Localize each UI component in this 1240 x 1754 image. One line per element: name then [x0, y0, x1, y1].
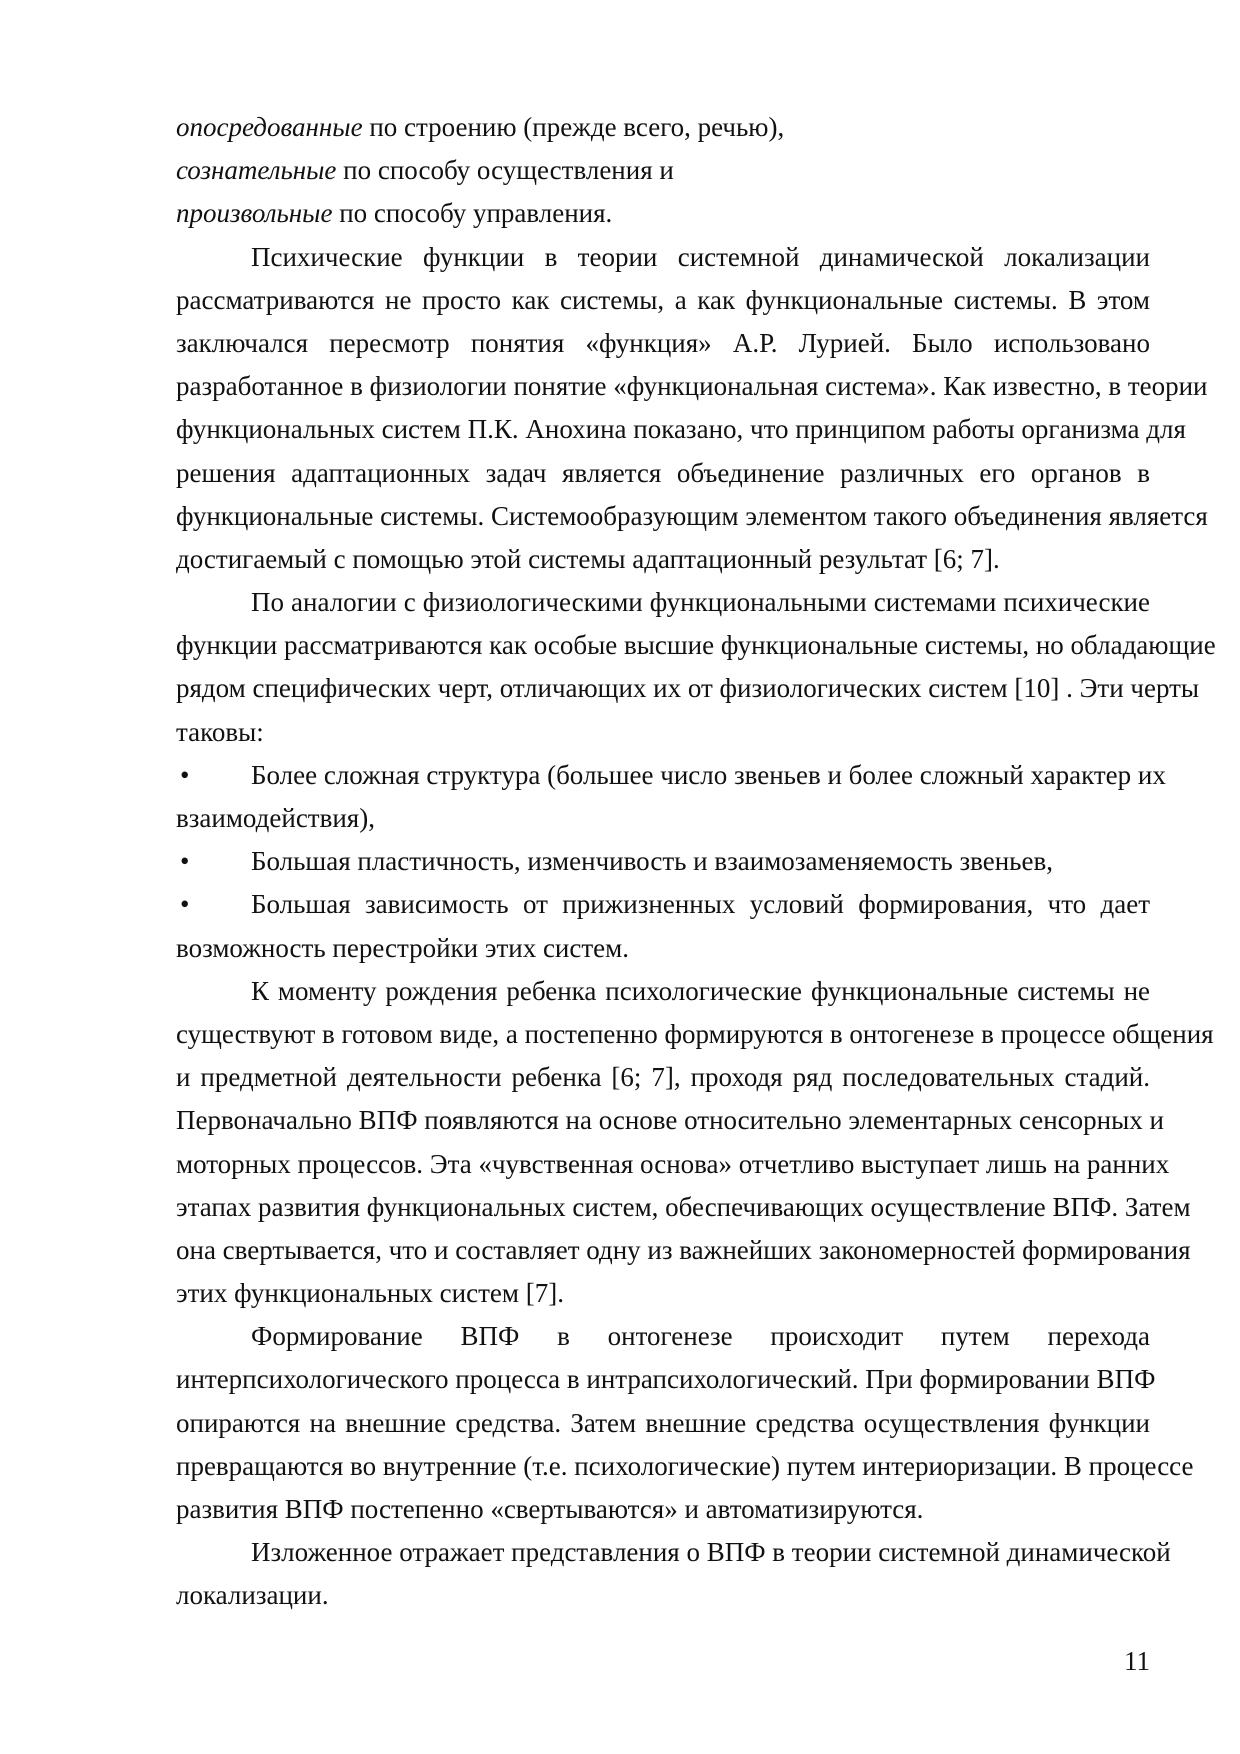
page-number: 11 — [1124, 1646, 1150, 1676]
text-line: моторных процессов. Эта «чувственная основа» отчетливо выступает лишь на ранних — [176, 1148, 1170, 1179]
paragraph-1 — [176, 236, 1208, 582]
paragraph-5 — [176, 1531, 1171, 1617]
bullet-icon: • — [180, 846, 190, 877]
italic-term: опосредованные — [176, 112, 363, 142]
text-line: и предметной деятельности ребенка [6; 7], проходя ряд последовательных стадий. — [176, 1062, 1150, 1093]
bullet-item — [176, 754, 1166, 797]
intro-text: по способу управления. — [332, 198, 613, 229]
text-line: Изложенное отражает представления о ВПФ в теории системной динамической — [251, 1537, 1171, 1568]
intro-text: по способу осуществления и — [336, 155, 674, 186]
bullet-text: Более сложная структура (большее число звеньев и более сложный характер их — [251, 759, 1166, 790]
text-line: функциональных систем П.К. Анохина показано, что принципом работы организма для — [176, 414, 1186, 445]
italic-term: сознательные — [176, 155, 337, 186]
text-line: Первоначально ВПФ появляются на основе относительно элементарных сенсорных и — [176, 1105, 1164, 1136]
bullet-continuation: взаимодействия), — [176, 803, 375, 833]
intro-line — [176, 149, 1150, 192]
text-line: интерпсихологического процесса в интрапсихологический. При формировании ВПФ — [176, 1364, 1156, 1395]
text-line: локализации. — [176, 1580, 329, 1611]
text-line: рядом специфических черт, отличающих их от физиологических систем [10] . Эти черты — [176, 673, 1200, 704]
text-line: функции рассматриваются как особые высшие функциональные системы, но обладающие — [176, 630, 1216, 661]
text-line: она свертывается, что и составляет одну из важнейших закономерностей формирования — [176, 1234, 1191, 1265]
italic-term: произвольные — [176, 198, 333, 229]
text-line: развития ВПФ постепенно «свертываются» и автоматизируются. — [176, 1494, 924, 1524]
paragraph-4 — [176, 1315, 1194, 1531]
bullet-icon: • — [180, 759, 190, 790]
bullet-icon: • — [180, 889, 190, 920]
text-line: заключался пересмотр понятия «функция» А.Р. Лурией. Было использовано — [176, 327, 1150, 358]
text-line: этапах развития функциональных систем, обеспечивающих осуществление ВПФ. Затем — [176, 1191, 1191, 1222]
text-line: существуют в готовом виде, а постепенно формируются в онтогенезе в процессе общения — [176, 1018, 1214, 1049]
bullet-continuation: возможность перестройки этих систем. — [176, 932, 629, 963]
bullet-list — [176, 754, 1166, 970]
text-line: превращаются во внутренние (т.е. психологические) путем интериоризации. В процессе — [176, 1450, 1194, 1481]
text-line: решения адаптационных задач является объединение различных его органов в — [176, 457, 1150, 488]
intro-list — [176, 106, 1150, 236]
intro-line — [176, 106, 1150, 149]
text-line: этих функциональных систем [7]. — [176, 1278, 564, 1309]
text-line: опираются на внешние средства. Затем внешние средства осуществления функции — [176, 1407, 1150, 1438]
text-line: К моменту рождения ребенка психологические функциональные системы не — [251, 975, 1150, 1006]
bullet-text: Большая зависимость от прижизненных условий формирования, что дает — [251, 889, 1150, 920]
text-line: разработанное в физиологии понятие «функциональная система». Как известно, в теории — [176, 371, 1208, 402]
intro-line — [176, 192, 1150, 235]
paragraph-3 — [176, 970, 1214, 1316]
text-line: таковы: — [176, 716, 264, 747]
text-line: Психические функции в теории системной динамической локализации — [251, 241, 1150, 272]
text-line: Формирование ВПФ в онтогенезе происходит путем перехода — [251, 1321, 1150, 1352]
text-line: По аналогии с физиологическими функциональными системами психические — [251, 587, 1150, 618]
bullet-item — [176, 883, 1150, 926]
document-page — [176, 106, 1216, 1618]
paragraph-2 — [176, 581, 1216, 754]
text-line: достигаемый с помощью этой системы адаптационный результат [6; 7]. — [176, 543, 1000, 574]
text-line: рассматриваются не просто как системы, а как функциональные системы. В этом — [176, 284, 1150, 315]
intro-text: по строению (прежде всего, речью), — [362, 112, 785, 142]
text-line: функциональные системы. Системообразующим элементом такого объединения является — [176, 500, 1208, 531]
bullet-item — [176, 840, 1150, 883]
bullet-text: Большая пластичность, изменчивость и взаимозаменяемость звеньев, — [251, 846, 1053, 877]
